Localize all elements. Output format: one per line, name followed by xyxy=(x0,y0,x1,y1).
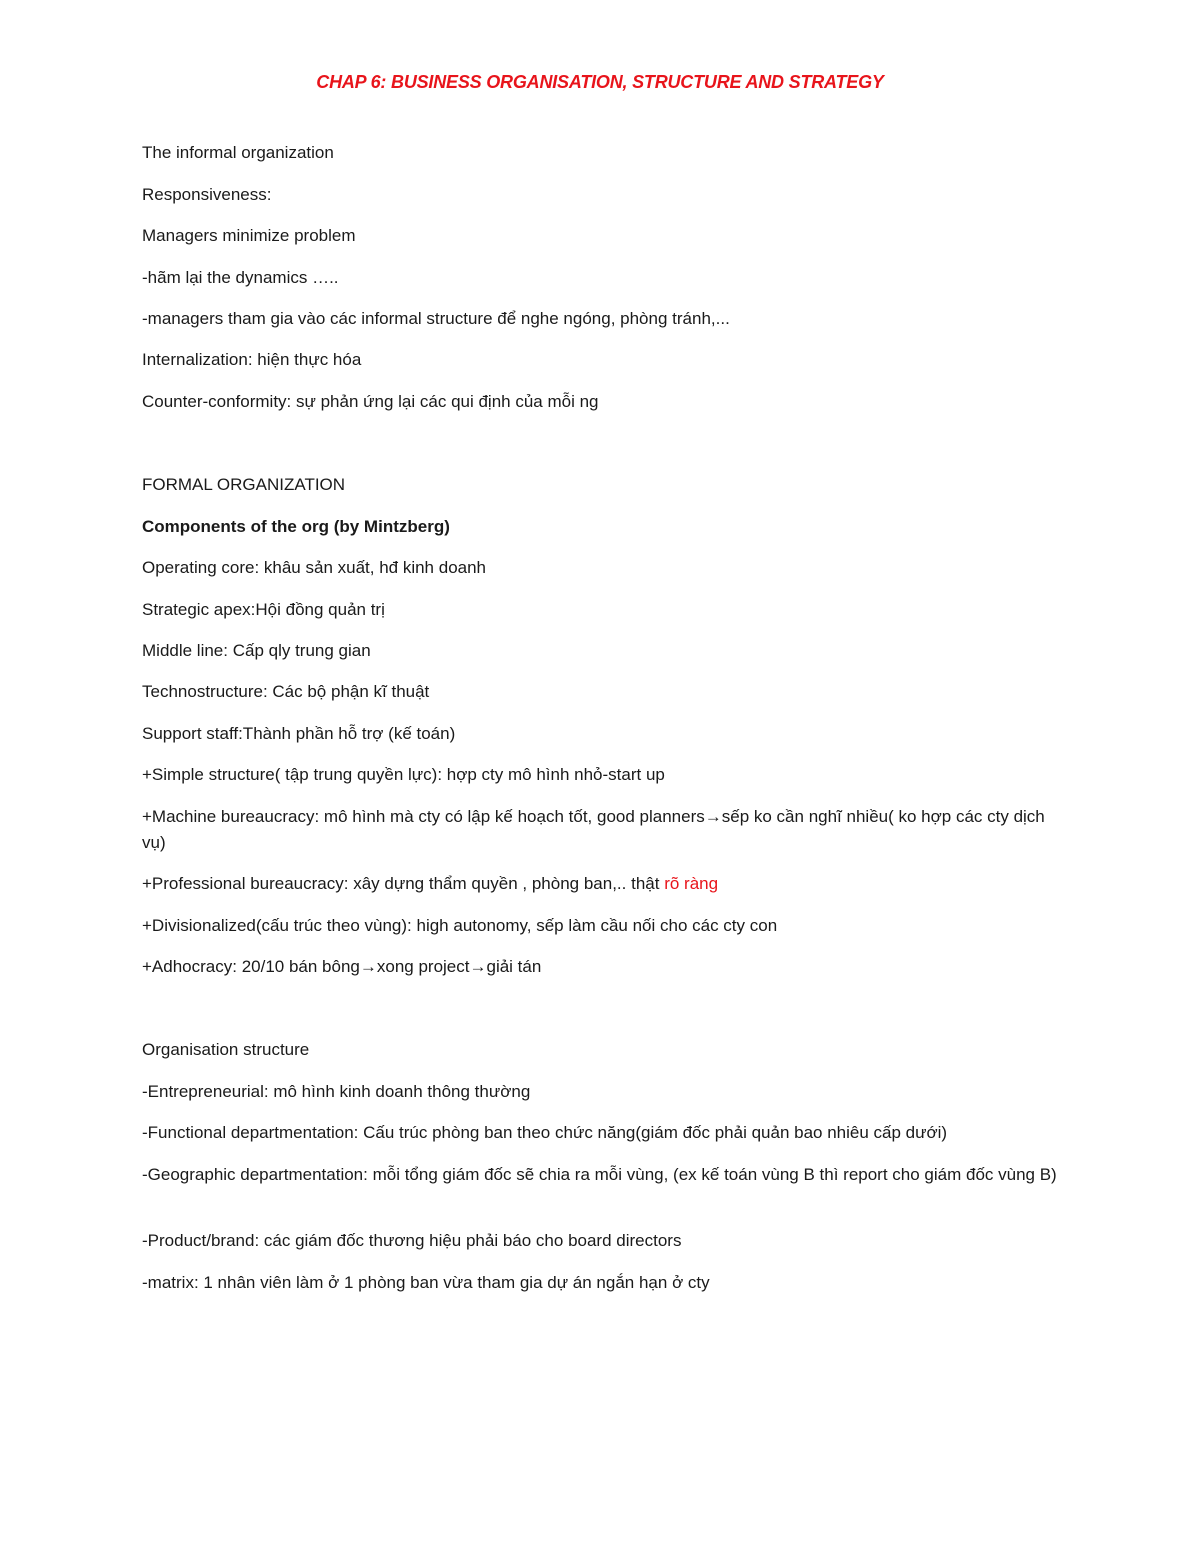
responsiveness-line: Responsiveness: xyxy=(142,185,272,204)
informal-heading: The informal organization xyxy=(142,143,334,162)
internalization-line: Internalization: hiện thực hóa xyxy=(142,350,362,369)
professional-bureaucracy-line xyxy=(142,871,1062,897)
product-brand-line: -Product/brand: các giám đốc thương hiệu phải báo cho board directors xyxy=(142,1231,682,1250)
machine-bureaucracy-line xyxy=(142,804,1062,856)
functional-line: -Functional departmentation: Cấu trúc phòng ban theo chức năng(giám đốc phải quản bao nhiêu cấp dưới) xyxy=(142,1123,948,1142)
machine-text-a: +Machine bureaucracy: mô hình mà cty có lập kế hoạch tốt, good planners xyxy=(142,807,705,826)
managers-minimize-line: Managers minimize problem xyxy=(142,226,356,245)
entrepreneurial-line: -Entrepreneurial: mô hình kinh doanh thông thường xyxy=(142,1082,531,1101)
simple-structure-line: +Simple structure( tập trung quyền lực): hợp cty mô hình nhỏ-start up xyxy=(142,765,665,784)
formal-heading: FORMAL ORGANIZATION xyxy=(142,475,346,494)
middle-line-line: Middle line: Cấp qly trung gian xyxy=(142,641,371,660)
structure-heading: Organisation structure xyxy=(142,1040,310,1059)
adhocracy-line xyxy=(142,954,1062,980)
components-heading: Components of the org (by Mintzberg) xyxy=(142,517,450,536)
machine-text-b: sếp ko cần nghĩ nhiều( ko hợp các cty dịch vụ) xyxy=(142,807,1045,852)
adhocracy-text-c: giải tán xyxy=(486,957,542,976)
professional-text: +Professional bureaucracy: xây dựng thẩm quyền , phòng ban,.. thật xyxy=(142,874,665,893)
support-staff-line: Support staff:Thành phần hỗ trợ (kế toán) xyxy=(142,724,456,743)
adhocracy-text-a: +Adhocracy: 20/10 bán bông xyxy=(142,957,360,976)
right-arrow-icon: → xyxy=(704,807,722,826)
right-arrow-icon: → xyxy=(359,957,377,976)
strategic-apex-line: Strategic apex:Hội đồng quản trị xyxy=(142,600,385,619)
geographic-line: -Geographic departmentation: mỗi tổng giám đốc sẽ chia ra mỗi vùng, (ex kế toán vùng B thì report cho giám đốc vùng B) xyxy=(142,1165,1057,1184)
matrix-line: -matrix: 1 nhân viên làm ở 1 phòng ban vừa tham gia dự án ngắn hạn ở cty xyxy=(142,1273,710,1292)
divisionalized-line: +Divisionalized(cấu trúc theo vùng): high autonomy, sếp làm cầu nối cho các cty con xyxy=(142,916,778,935)
technostructure-line: Technostructure: Các bộ phận kĩ thuật xyxy=(142,682,430,701)
professional-highlight: rõ ràng xyxy=(664,874,719,893)
right-arrow-icon: → xyxy=(469,957,487,976)
managers-tham-gia-line: -managers tham gia vào các informal structure để nghe ngóng, phòng tránh,... xyxy=(142,309,730,328)
operating-core-line: Operating core: khâu sản xuất, hđ kinh doanh xyxy=(142,558,487,577)
page-title: CHAP 6: BUSINESS ORGANISATION, STRUCTURE AND STRATEGY xyxy=(316,72,884,92)
adhocracy-text-b: xong project xyxy=(376,957,470,976)
counter-conformity-line: Counter-conformity: sự phản ứng lại các qui định của mỗi ng xyxy=(142,392,599,411)
ham-lai-line: -hãm lại the dynamics ….. xyxy=(142,268,339,287)
